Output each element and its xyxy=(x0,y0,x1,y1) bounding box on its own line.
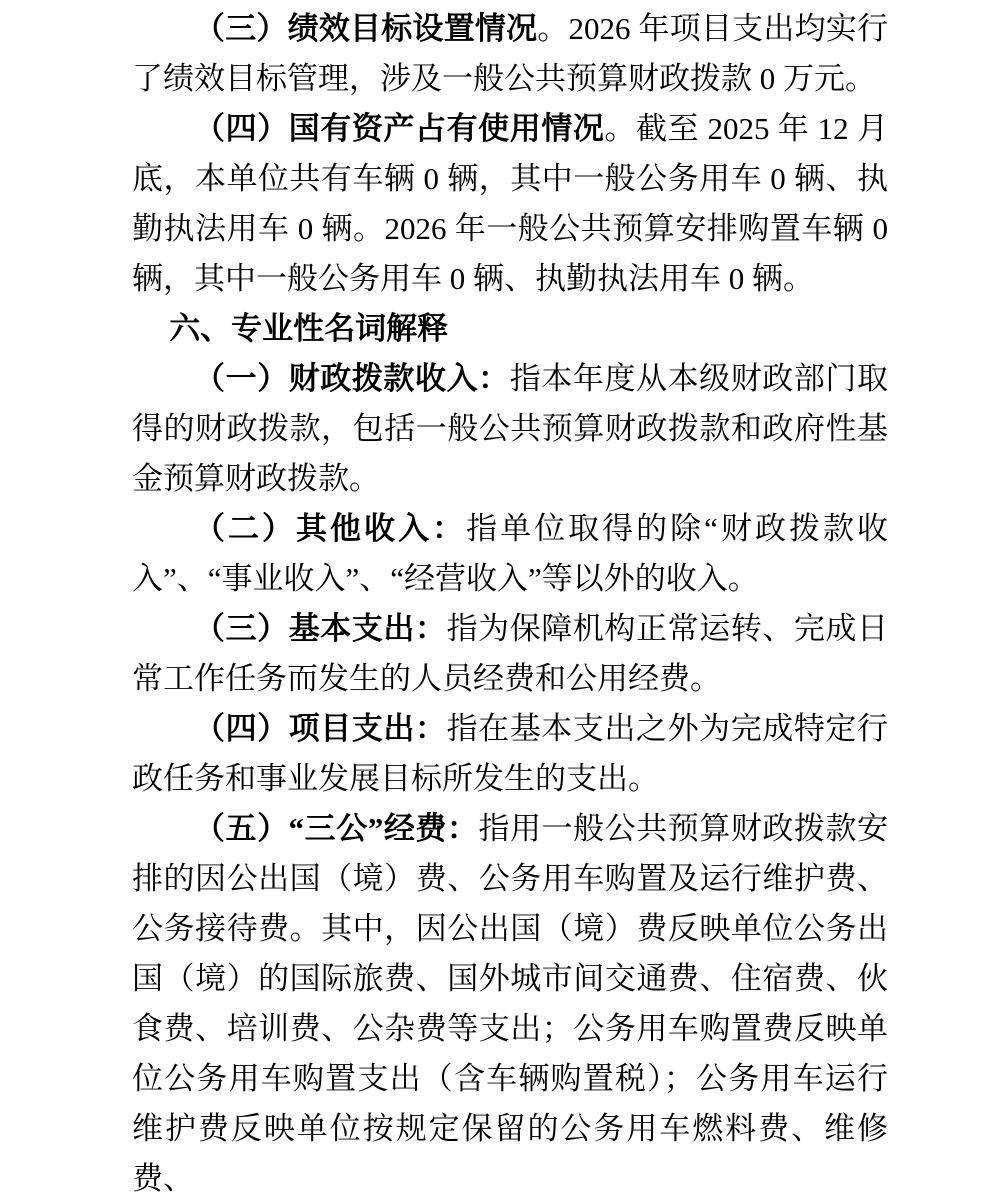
term-fiscal-appropriation-income xyxy=(132,354,888,504)
paragraph-state-assets-text: 。截至 2025 年 12 月底，本单位共有车辆 0 辆，其中一般公务用车 0 辆、执勤执法用车 0 辆。2026 年一般公共预算安排购置车辆 0 辆，其中一般公务用车 0 辆、执勤执法用车 0 辆。 xyxy=(132,111,889,296)
term-three-public-funds-text: 指用一般公共预算财政拨款安排的因公出国（境）费、公务用车购置及运行维护费、公务接待费。其中，因公出国（境）费反映单位公务出国（境）的国际旅费、国外城市间交通费、住宿费、伙食费、培训费、公杂费等支出；公务用车购置费反映单位公务用车购置支出（含车辆购置税）；公务用车运行维护费反映单位按规定保留的公务用车燃料费、维修费、 xyxy=(132,811,889,1196)
term-other-income-lead: （二）其他收入： xyxy=(194,511,467,546)
term-basic-expenditure-text: 指为保障机构正常运转、完成日常工作任务而发生的人员经费和公用经费。 xyxy=(132,611,889,696)
term-basic-expenditure xyxy=(132,604,888,704)
term-other-income xyxy=(132,504,888,604)
term-project-expenditure-lead: （四）项目支出： xyxy=(194,711,447,746)
term-fiscal-appropriation-income-lead: （一）财政拨款收入： xyxy=(194,361,510,396)
term-three-public-funds-lead: （五）“三公”经费： xyxy=(194,811,479,846)
term-project-expenditure xyxy=(132,704,888,804)
paragraph-performance-targets-lead: （三）绩效目标设置情况 xyxy=(194,11,538,46)
term-basic-expenditure-lead: （三）基本支出： xyxy=(194,611,447,646)
paragraph-state-assets xyxy=(132,104,888,304)
term-other-income-text: 指单位取得的除“财政拨款收入”、“事业收入”、“经营收入”等以外的收入。 xyxy=(132,511,888,596)
term-project-expenditure-text: 指在基本支出之外为完成特定行政任务和事业发展目标所发生的支出。 xyxy=(132,711,889,796)
term-fiscal-appropriation-income-text: 指本年度从本级财政部门取得的财政拨款，包括一般公共预算财政拨款和政府性基金预算财政拨款。 xyxy=(132,361,889,496)
paragraph-state-assets-lead: （四）国有资产占有使用情况 xyxy=(194,111,605,146)
term-three-public-funds xyxy=(132,804,888,1204)
paragraph-performance-targets xyxy=(132,4,888,104)
section-heading: 六、专业性名词解释 xyxy=(169,311,449,346)
paragraph-performance-targets-text: 。2026 年项目支出均实行了绩效目标管理，涉及一般公共预算财政拨款 0 万元。 xyxy=(132,11,889,96)
